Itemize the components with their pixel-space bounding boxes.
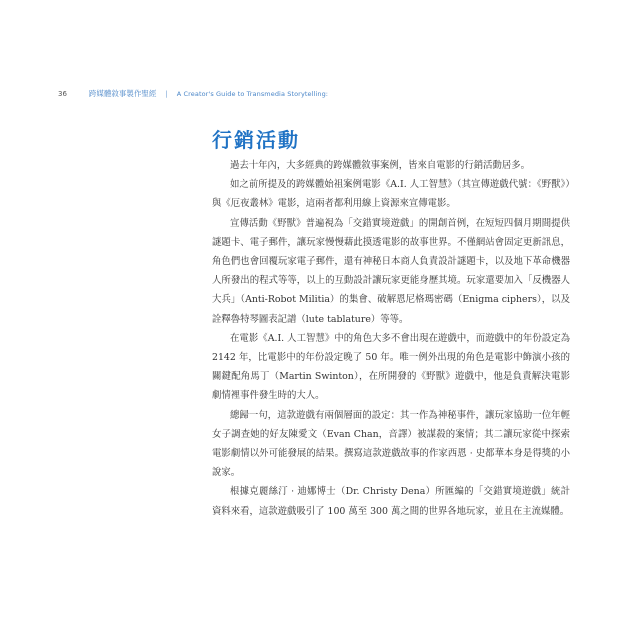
- paragraph: 宣傳活動《野獸》普遍視為「交錯實境遊戲」的開創首例，在短短四個月期間提供謎題卡、電子郵件，讓玩家慢慢藉此摸透電影的故事世界。不僅網站會固定更新訊息，角色們也會回覆玩家電子郵件，還有神秘日本商人負責設計謎題卡，以及地下革命機器人所發出的程式等等，以上的互動設計讓玩家更能身歷其境。玩家還要加入「反機器人大兵」（Anti-Robot Militia）的集會、破解恩尼格瑪密碼（Enigma ciphers），以及詮釋魯特琴圖表記譜（lute tablature）等等。: [212, 217, 570, 325]
- section-heading: 行銷活動: [212, 128, 300, 152]
- page-number: 36: [58, 89, 67, 98]
- paragraph: 總歸一句，這款遊戲有兩個層面的設定：其一作為神秘事件，讓玩家協助一位年輕女子調查她的好友陳愛文（Evan Chan，音譯）被謀殺的案情；其二讓玩家從中探索電影劇情以外可能發展的結果。撰寫這款遊戲故事的作家西恩 · 史都華本身是得獎的小說家。: [212, 409, 570, 479]
- paragraph: 在電影《A.I. 人工智慧》中的角色大多不會出現在遊戲中，而遊戲中的年份設定為 2142 年，比電影中的年份設定晚了 50 年。唯一例外出現的角色是電影中飾演小孩的關鍵配角馬丁（Martin Swinton），在所開發的《野獸》遊戲中，他是負責解決電影劇情裡事件發生時的大人。: [212, 332, 570, 402]
- paragraph: 根據克麗絲汀 · 迪娜博士（Dr. Christy Dena）所匯編的「交錯實境遊戲」統計資料來看，這款遊戲吸引了 100 萬至 300 萬之間的世界各地玩家，並且在主流媒體。: [212, 486, 570, 517]
- paragraph: 過去十年內，大多經典的跨媒體敘事案例，皆來自電影的行銷活動居多。: [230, 160, 531, 171]
- running-head: [58, 88, 328, 99]
- book-title-english: A Creator's Guide to Transmedia Storytelling:: [176, 89, 329, 98]
- book-title-chinese: 跨媒體敘事製作聖經: [88, 89, 157, 98]
- body-text: [212, 156, 570, 521]
- paragraph: 如之前所提及的跨媒體始祖案例電影《A.I. 人工智慧》（其宣傳遊戲代號：《野獸》）與《厄夜叢林》電影，這兩者都利用線上資源來宣傳電影。: [212, 179, 570, 210]
- running-head-separator: |: [165, 89, 168, 98]
